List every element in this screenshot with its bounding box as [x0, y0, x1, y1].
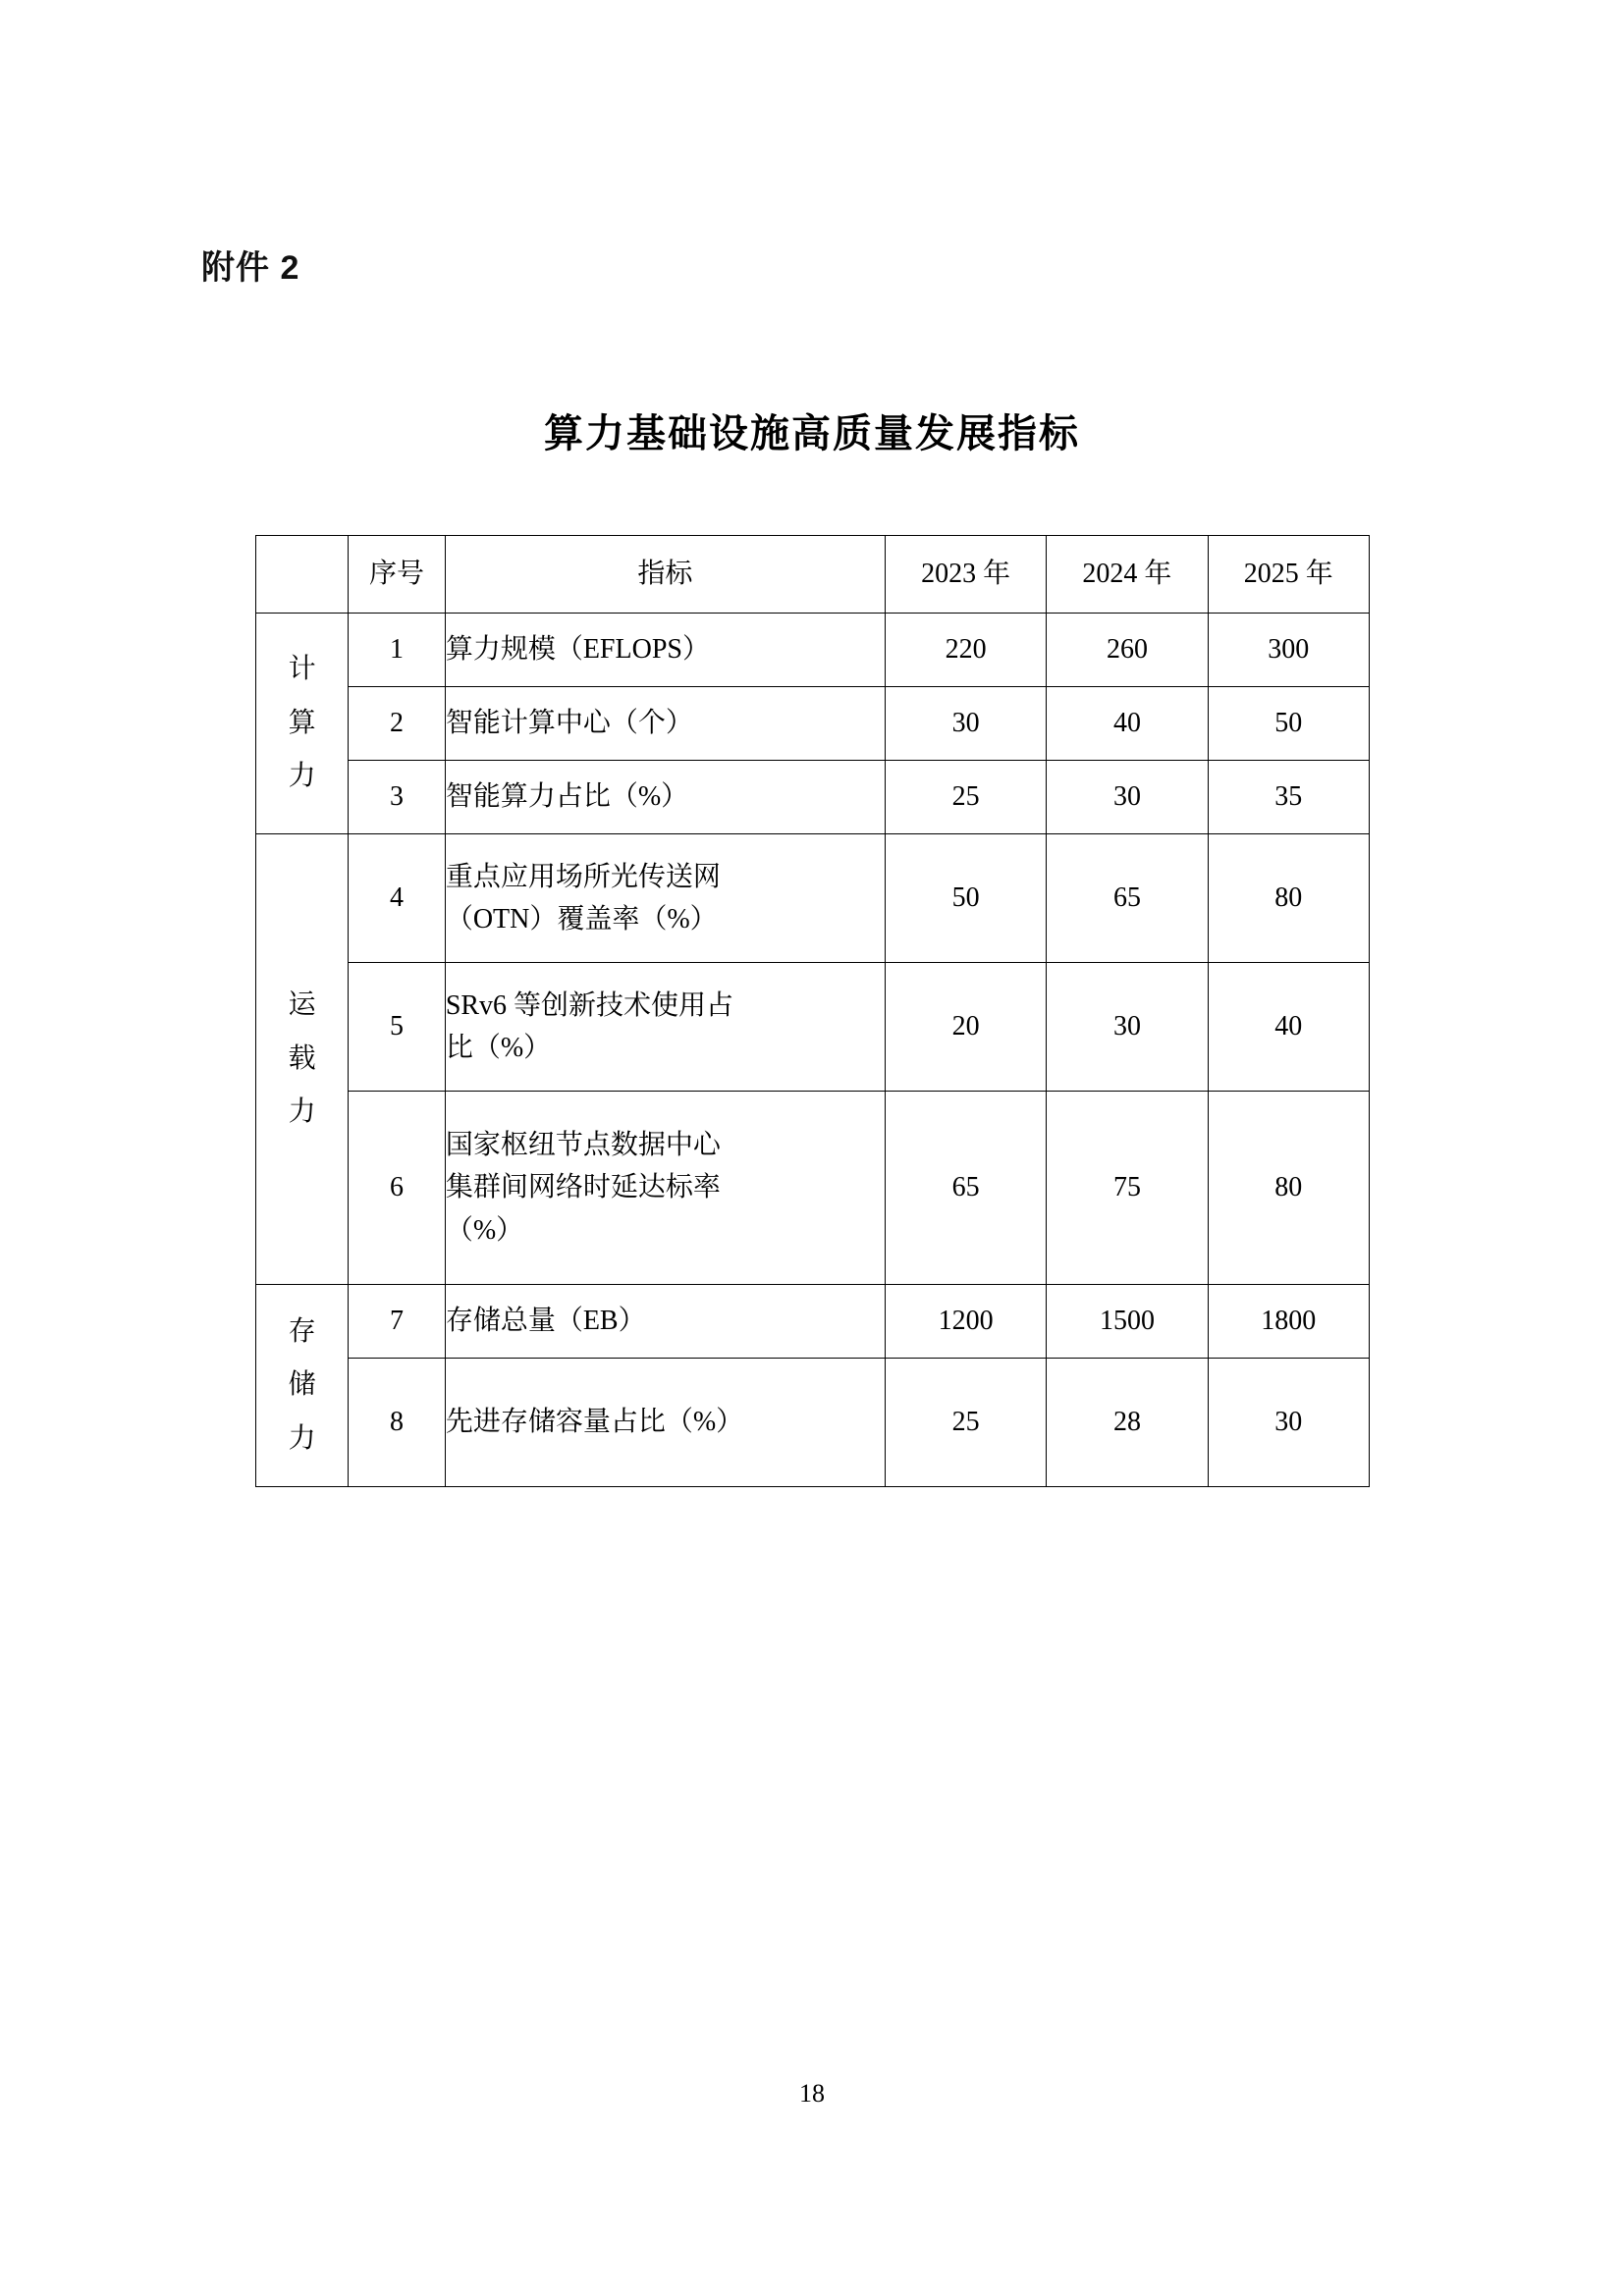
indicator-name — [445, 687, 885, 761]
table-row — [256, 687, 1370, 761]
table-row — [256, 614, 1370, 687]
indicator-line: 比（%） — [445, 1033, 552, 1063]
indicator-line: 先进存储容量占比（%） — [445, 1407, 744, 1438]
row-number: 7 — [349, 1285, 446, 1359]
indicators-table — [255, 535, 1370, 1487]
indicator-name — [445, 761, 885, 834]
category-cell-storage — [256, 1285, 349, 1487]
indicator-line: （%） — [445, 1214, 524, 1246]
category-char: 力 — [288, 761, 316, 792]
category-char: 储 — [288, 1369, 316, 1401]
indicator-line: 集群间网络时延达标率 — [445, 1172, 721, 1203]
table-row — [256, 761, 1370, 834]
category-char: 力 — [288, 1422, 316, 1454]
header-year-2024: 2024 年 — [1047, 536, 1208, 614]
indicator-line: 国家枢纽节点数据中心 — [445, 1129, 721, 1160]
value-2023: 1200 — [885, 1285, 1046, 1359]
category-char: 计 — [288, 654, 316, 685]
indicator-line: （OTN）覆盖率（%） — [445, 904, 718, 934]
value-2025: 300 — [1208, 614, 1369, 687]
category-char: 算 — [288, 707, 316, 738]
category-char: 载 — [288, 1042, 316, 1074]
value-2024: 1500 — [1047, 1285, 1208, 1359]
category-char: 运 — [288, 989, 316, 1021]
row-number: 2 — [349, 687, 446, 761]
indicator-line: SRv6 等创新技术使用占 — [445, 989, 734, 1021]
value-2025: 80 — [1208, 834, 1369, 963]
row-number: 6 — [349, 1092, 446, 1285]
row-number: 1 — [349, 614, 446, 687]
table-row — [256, 1092, 1370, 1285]
indicator-line: 重点应用场所光传送网 — [445, 861, 721, 892]
category-cell-transport — [256, 834, 349, 1285]
header-indicator: 指标 — [445, 536, 885, 614]
header-year-2025: 2025 年 — [1208, 536, 1369, 614]
value-2023: 220 — [885, 614, 1046, 687]
indicator-line: 算力规模（EFLOPS） — [445, 634, 710, 666]
table-row — [256, 963, 1370, 1092]
indicator-line: 存储总量（EB） — [445, 1306, 646, 1337]
row-number: 8 — [349, 1359, 446, 1487]
value-2023: 65 — [885, 1092, 1046, 1285]
indicator-name — [445, 834, 885, 963]
value-2025: 35 — [1208, 761, 1369, 834]
value-2023: 25 — [885, 1359, 1046, 1487]
category-cell-compute — [256, 614, 349, 834]
value-2024: 40 — [1047, 687, 1208, 761]
indicator-name — [445, 1359, 885, 1487]
value-2023: 20 — [885, 963, 1046, 1092]
value-2023: 30 — [885, 687, 1046, 761]
indicator-name — [445, 1285, 885, 1359]
table-row — [256, 1285, 1370, 1359]
attachment-label: 附件 2 — [201, 249, 300, 287]
value-2025: 1800 — [1208, 1285, 1369, 1359]
header-no: 序号 — [349, 536, 446, 614]
indicator-line: 智能计算中心（个） — [445, 708, 693, 739]
page-number: 18 — [799, 2079, 825, 2108]
value-2024: 30 — [1047, 963, 1208, 1092]
value-2024: 30 — [1047, 761, 1208, 834]
indicator-line: 智能算力占比（%） — [445, 781, 689, 813]
indicator-name — [445, 614, 885, 687]
value-2023: 50 — [885, 834, 1046, 963]
table-row — [256, 1359, 1370, 1487]
category-char: 存 — [288, 1315, 316, 1347]
category-char: 力 — [288, 1096, 316, 1128]
value-2024: 260 — [1047, 614, 1208, 687]
value-2025: 50 — [1208, 687, 1369, 761]
row-number: 3 — [349, 761, 446, 834]
row-number: 4 — [349, 834, 446, 963]
header-category — [256, 536, 349, 614]
value-2023: 25 — [885, 761, 1046, 834]
table-row — [256, 834, 1370, 963]
header-year-2023: 2023 年 — [885, 536, 1046, 614]
value-2025: 30 — [1208, 1359, 1369, 1487]
value-2024: 65 — [1047, 834, 1208, 963]
value-2025: 40 — [1208, 963, 1369, 1092]
value-2024: 28 — [1047, 1359, 1208, 1487]
indicator-name — [445, 1092, 885, 1285]
indicator-name — [445, 963, 885, 1092]
table-header-row — [256, 536, 1370, 614]
page-title: 算力基础设施高质量发展指标 — [544, 412, 1080, 455]
row-number: 5 — [349, 963, 446, 1092]
value-2024: 75 — [1047, 1092, 1208, 1285]
value-2025: 80 — [1208, 1092, 1369, 1285]
